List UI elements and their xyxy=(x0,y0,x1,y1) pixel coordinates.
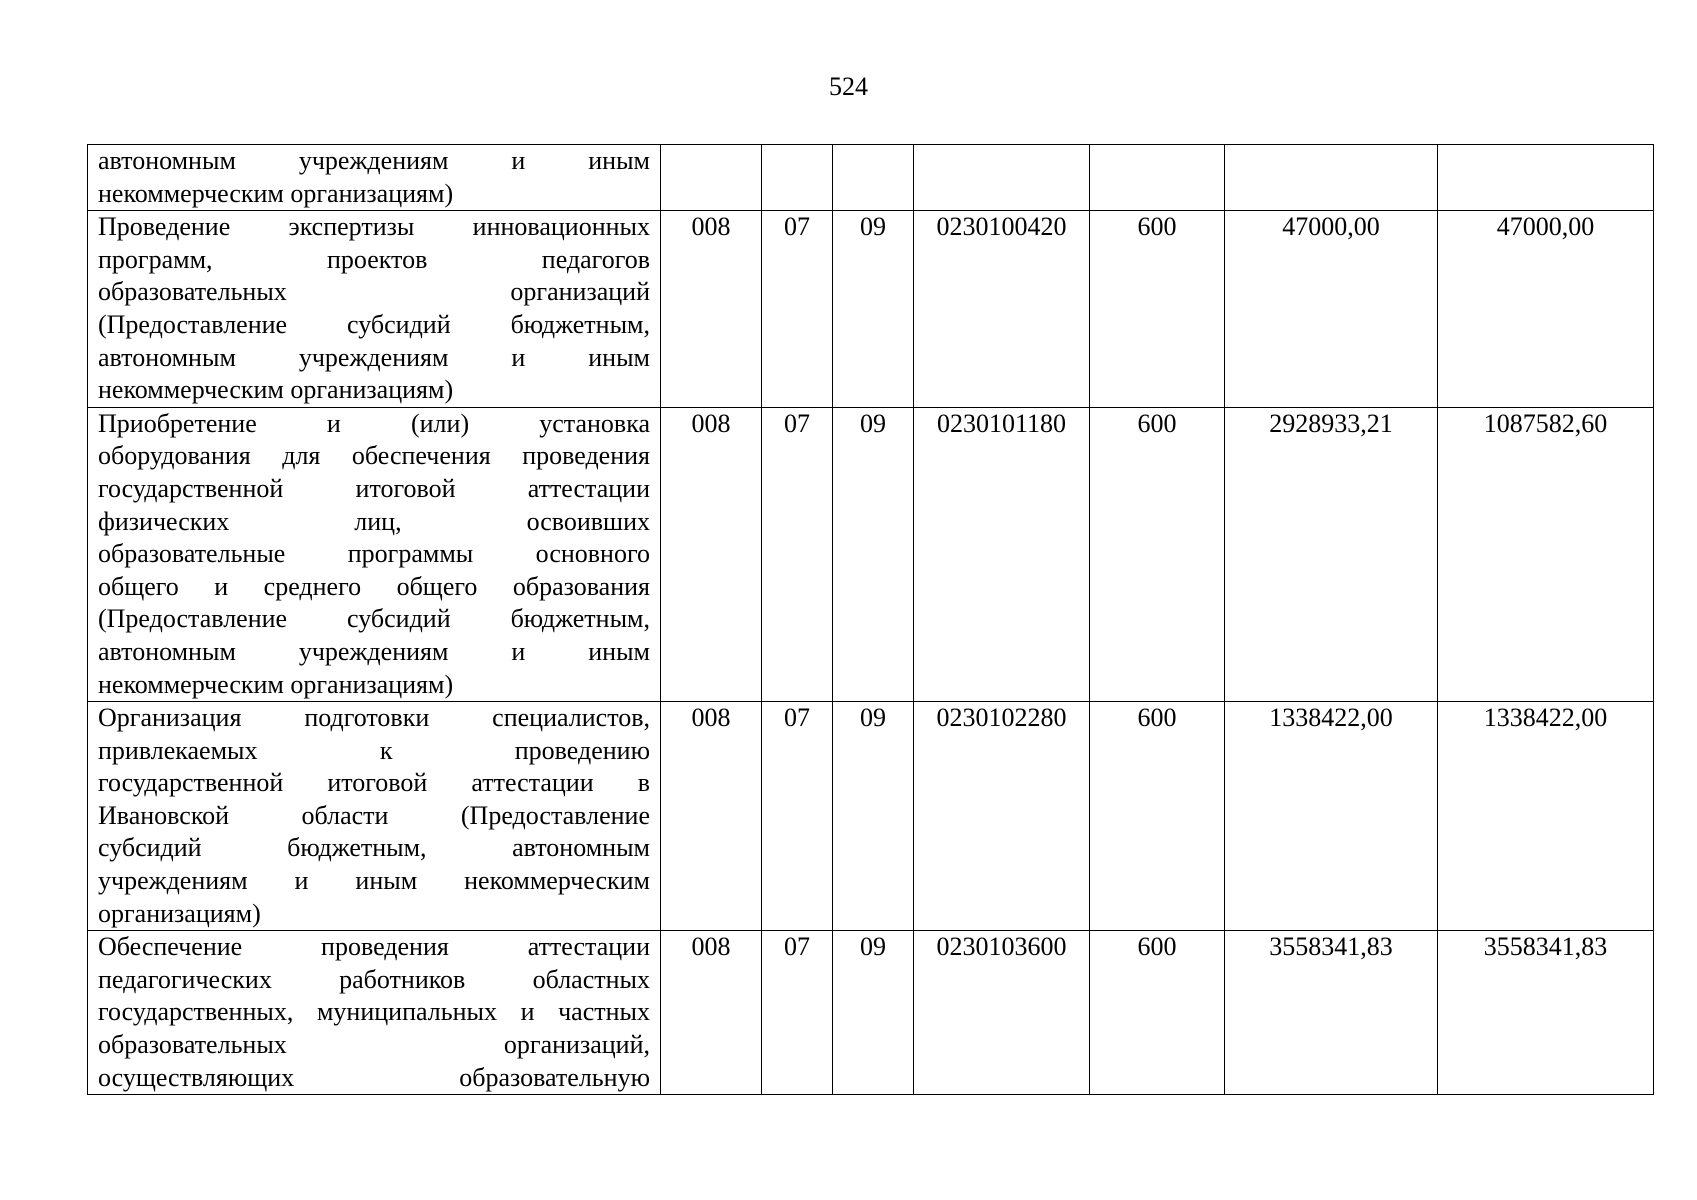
amount-year-1: 1338422,00 xyxy=(1225,702,1438,931)
subsection-code: 09 xyxy=(833,407,914,701)
description-line: Проведение экспертизы инновационных xyxy=(98,212,650,242)
amount-year-2: 47000,00 xyxy=(1438,211,1654,408)
table-row xyxy=(88,211,1654,408)
amount-year-2 xyxy=(1438,145,1654,211)
description-line: некоммерческим организациям) xyxy=(98,178,454,208)
ministry-code: 008 xyxy=(661,407,762,701)
table-body xyxy=(88,145,1654,1095)
table-row xyxy=(88,702,1654,931)
description-line: государственной итоговой аттестации в xyxy=(98,768,650,798)
page-number: 524 xyxy=(829,72,868,101)
description-line: некоммерческим организациям) xyxy=(98,375,454,405)
description-line: государственной итоговой аттестации xyxy=(98,473,650,503)
amount-year-2: 1087582,60 xyxy=(1438,407,1654,701)
amount-year-1: 2928933,21 xyxy=(1225,407,1438,701)
amount-year-1 xyxy=(1225,145,1438,211)
description-line: автономным учреждениям и иным xyxy=(98,636,650,666)
target-article-code: 0230101180 xyxy=(914,407,1090,701)
description-line: образовательных организаций xyxy=(98,277,650,307)
budget-table xyxy=(87,144,1654,1095)
section-code: 07 xyxy=(762,407,833,701)
description-line: Приобретение и (или) установка xyxy=(98,408,650,438)
amount-year-2: 3558341,83 xyxy=(1438,931,1654,1095)
ministry-code xyxy=(661,145,762,211)
description-line: образовательные программы основного xyxy=(98,539,650,569)
row-description xyxy=(88,702,661,931)
description-line: автономным учреждениям и иным xyxy=(98,146,650,175)
description-line: (Предоставление субсидий бюджетным, xyxy=(98,309,650,339)
row-description xyxy=(88,407,661,701)
expense-type-code: 600 xyxy=(1090,931,1225,1095)
description-line: осуществляющих образовательную xyxy=(98,1062,650,1092)
ministry-code: 008 xyxy=(661,702,762,931)
description-line: автономным учреждениям и иным xyxy=(98,342,650,372)
target-article-code: 0230102280 xyxy=(914,702,1090,931)
subsection-code: 09 xyxy=(833,931,914,1095)
amount-year-1: 47000,00 xyxy=(1225,211,1438,408)
description-line: Ивановской области (Предоставление xyxy=(98,800,650,830)
ministry-code: 008 xyxy=(661,211,762,408)
amount-year-2: 1338422,00 xyxy=(1438,702,1654,931)
description-line: образовательных организаций, xyxy=(98,1030,650,1060)
subsection-code xyxy=(833,145,914,211)
description-line: государственных, муниципальных и частных xyxy=(98,997,650,1027)
section-code: 07 xyxy=(762,702,833,931)
row-description xyxy=(88,211,661,408)
row-description xyxy=(88,145,661,211)
table-row xyxy=(88,145,1654,211)
expense-type-code xyxy=(1090,145,1225,211)
description-line: педагогических работников областных xyxy=(98,964,650,994)
target-article-code: 0230103600 xyxy=(914,931,1090,1095)
target-article-code xyxy=(914,145,1090,211)
description-line: учреждениям и иным некоммерческим xyxy=(98,866,650,896)
target-article-code: 0230100420 xyxy=(914,211,1090,408)
description-line: общего и среднего общего образования xyxy=(98,571,650,601)
expense-type-code: 600 xyxy=(1090,407,1225,701)
description-line: (Предоставление субсидий бюджетным, xyxy=(98,604,650,634)
section-code: 07 xyxy=(762,211,833,408)
description-line: Обеспечение проведения аттестации xyxy=(98,932,650,962)
description-line: физических лиц, освоивших xyxy=(98,506,650,536)
description-line: Организация подготовки специалистов, xyxy=(98,703,650,733)
description-line: оборудования для обеспечения проведения xyxy=(98,441,650,471)
description-line: организациям) xyxy=(98,898,261,928)
description-line: привлекаемых к проведению xyxy=(98,735,650,765)
table-row xyxy=(88,407,1654,701)
subsection-code: 09 xyxy=(833,702,914,931)
description-line: субсидий бюджетным, автономным xyxy=(98,833,650,863)
section-code: 07 xyxy=(762,931,833,1095)
expense-type-code: 600 xyxy=(1090,702,1225,931)
expense-type-code: 600 xyxy=(1090,211,1225,408)
amount-year-1: 3558341,83 xyxy=(1225,931,1438,1095)
description-line: некоммерческим организациям) xyxy=(98,669,454,699)
ministry-code: 008 xyxy=(661,931,762,1095)
section-code xyxy=(762,145,833,211)
table-row xyxy=(88,931,1654,1095)
row-description xyxy=(88,931,661,1095)
subsection-code: 09 xyxy=(833,211,914,408)
description-line: программ, проектов педагогов xyxy=(98,244,650,274)
